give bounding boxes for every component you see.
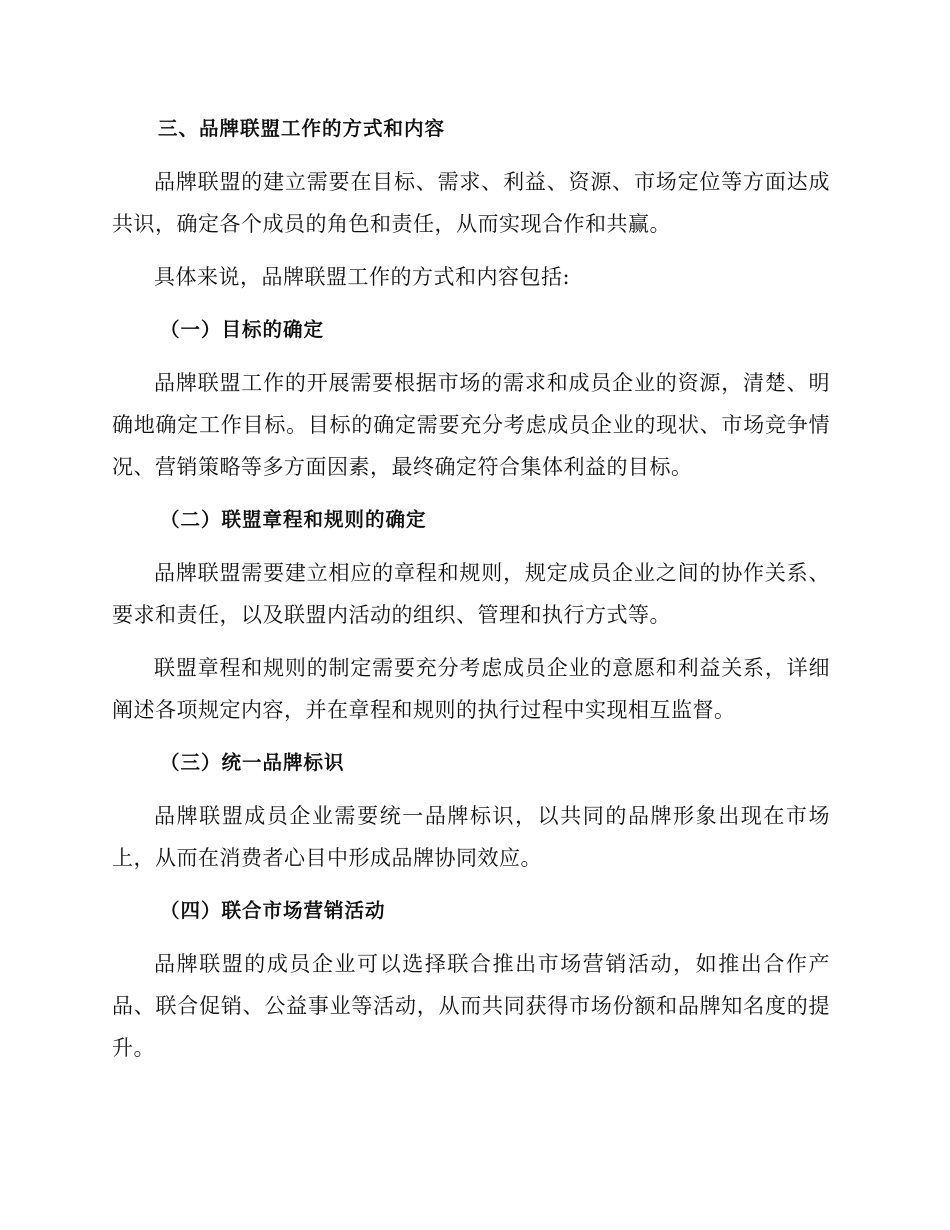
section-heading: 三、品牌联盟工作的方式和内容 [158,117,446,140]
subsection-1-paragraph: 品牌联盟工作的开展需要根据市场的需求和成员企业的资源，清楚、明确地确定工作目标。目标的确定需要充分考虑成员企业的现状、市场竞争情况、营销策略等多方面因素，最终确定符合集体利益的目标。 [112,371,830,479]
subsection-heading-3: （三）统一品牌标识 [160,751,345,774]
document-body [112,108,830,1069]
subsection-2-paragraph-1: 品牌联盟需要建立相应的章程和规则，规定成员企业之间的协作关系、要求和责任，以及联盟内活动的组织、管理和执行方式等。 [112,561,830,627]
lead-paragraph: 具体来说，品牌联盟工作的方式和内容包括: [154,265,571,289]
subsection-heading-4: （四）联合市场营销活动 [160,899,386,922]
subsection-2-paragraph-2: 联盟章程和规则的制定需要充分考虑成员企业的意愿和利益关系，详细阐述各项规定内容，并在章程和规则的执行过程中实现相互监督。 [112,656,830,722]
subsection-heading-1: （一）目标的确定 [160,318,325,341]
subsection-heading-2: （二）联盟章程和规则的确定 [160,508,427,531]
subsection-3-paragraph: 品牌联盟成员企业需要统一品牌标识，以共同的品牌形象出现在市场上，从而在消费者心目中形成品牌协同效应。 [112,804,830,870]
intro-paragraph: 品牌联盟的建立需要在目标、需求、利益、资源、市场定位等方面达成共识，确定各个成员的角色和责任，从而实现合作和共赢。 [112,170,830,236]
subsection-4-paragraph: 品牌联盟的成员企业可以选择联合推出市场营销活动，如推出合作产品、联合促销、公益事业等活动，从而共同获得市场份额和品牌知名度的提升。 [112,952,830,1060]
